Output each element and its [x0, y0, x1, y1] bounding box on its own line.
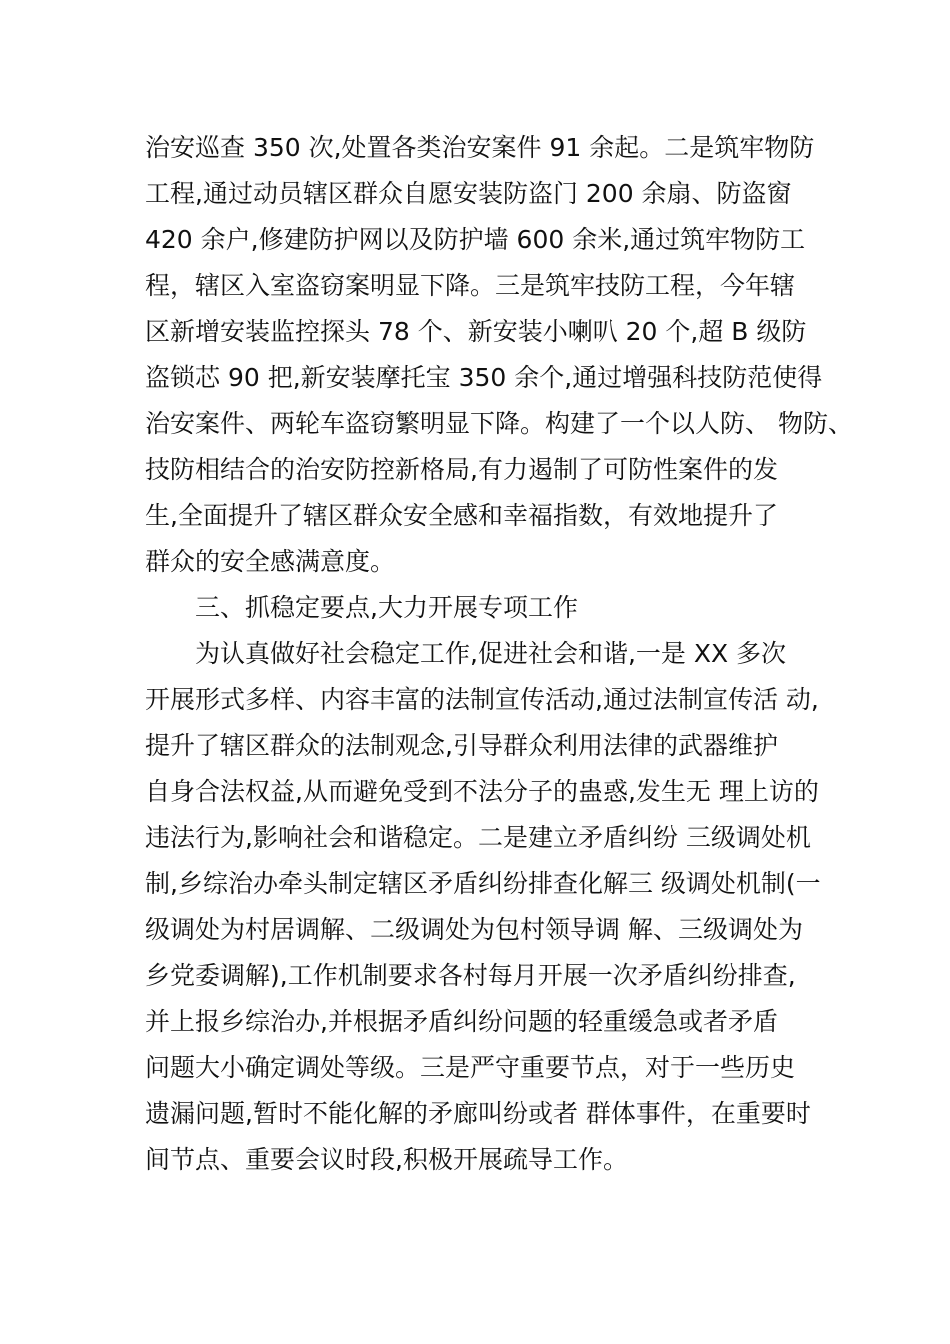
paragraph-line: 违法行为,影响社会和谐稳定。二是建立矛盾纠纷 三级调处机 [145, 823, 811, 852]
paragraph-line: 区新增安装监控探头 78 个、新安装小喇叭 20 个,超 B 级防 [145, 317, 807, 346]
section-heading: 三、抓稳定要点,大力开展专项工作 [195, 593, 578, 622]
paragraph-line: 级调处为村居调解、二级调处为包村领导调 解、三级调处为 [145, 915, 803, 944]
paragraph-line: 群众的安全感满意度。 [145, 547, 396, 576]
paragraph-line: 间节点、重要会议时段,积极开展疏导工作。 [145, 1145, 628, 1174]
paragraph-line: 并上报乡综治办,并根据矛盾纠纷问题的轻重缓急或者矛盾 [145, 1007, 778, 1036]
paragraph-line: 自身合法权益,从而避免受到不法分子的蛊惑,发生无 理上访的 [145, 777, 819, 806]
paragraph-line: 问题大小确定调处等级。三是严守重要节点，对于一些历史 [145, 1053, 796, 1082]
paragraph-line: 为认真做好社会稳定工作,促进社会和谐,一是 XX 多次 [195, 639, 787, 668]
paragraph-line: 技防相结合的治安防控新格局,有力遏制了可防性案件的发 [145, 455, 778, 484]
paragraph-line: 盗锁芯 90 把,新安装摩托宝 350 余个,通过增强科技防范使得 [145, 363, 823, 392]
paragraph-line: 制,乡综治办牵头制定辖区矛盾纠纷排查化解三 级调处机制(一 [145, 869, 821, 898]
paragraph-line: 治安巡查 350 次,处置各类治安案件 91 余起。二是筑牢物防 [145, 133, 815, 162]
paragraph-line: 程，辖区入室盗窃案明显下降。三是筑牢技防工程，今年辖 [145, 271, 796, 300]
paragraph-line: 生,全面提升了辖区群众安全感和幸福指数，有效地提升了 [145, 501, 778, 530]
paragraph-line: 治安案件、两轮车盗窃繁明显下降。构建了一个以人防、 物防、 [145, 409, 853, 438]
paragraph-line: 遗漏问题,暂时不能化解的矛廊叫纷或者 群体事件，在重要时 [145, 1099, 811, 1128]
document-body [145, 125, 853, 1183]
paragraph-line: 420 余户,修建防护网以及防护墙 600 余米,通过筑牢物防工 [145, 225, 806, 254]
paragraph-line: 工程,通过动员辖区群众自愿安装防盗门 200 余扇、防盗窗 [145, 179, 792, 208]
paragraph-line: 提升了辖区群众的法制观念,引导群众利用法律的武器维护 [145, 731, 778, 760]
paragraph-line: 开展形式多样、内容丰富的法制宣传活动,通过法制宣传活 动, [145, 685, 819, 714]
paragraph-line: 乡党委调解),工作机制要求各村每月开展一次矛盾纠纷排查, [145, 961, 796, 990]
